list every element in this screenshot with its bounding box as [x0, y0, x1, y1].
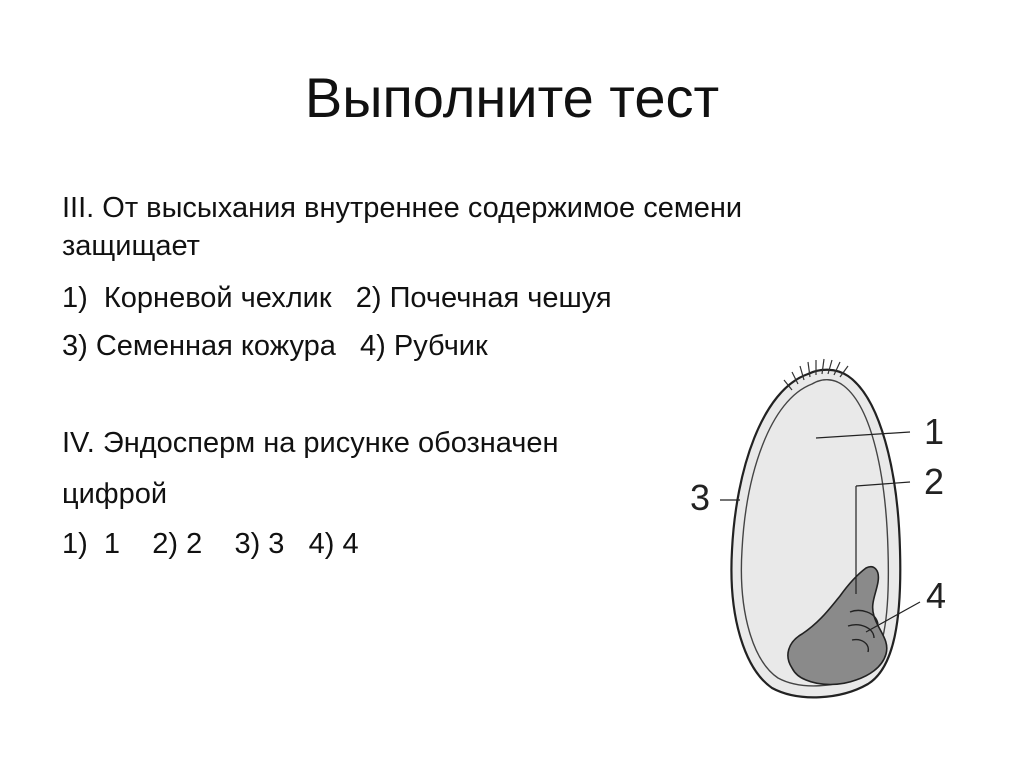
question-3-prompt-line-1: III. От высыхания внутреннее содержимое семени: [62, 192, 743, 224]
label-2: 2: [924, 461, 945, 502]
question-3-options-line-2: 3) Семенная кожура 4) Рубчик: [62, 330, 488, 362]
question-4-prompt-line-2: цифрой: [62, 478, 168, 510]
label-4: 4: [926, 575, 947, 616]
question-3-prompt-line-2: защищает: [62, 230, 200, 262]
seed-diagram: [680, 350, 970, 710]
label-1: 1: [924, 411, 945, 452]
seed-diagram-svg: [680, 350, 970, 710]
label-3: 3: [690, 477, 711, 518]
question-4-prompt-line-1: IV. Эндосперм на рисунке обозначен: [62, 427, 559, 459]
slide-title: Выполните тест: [304, 66, 720, 129]
question-3-options-line-1: 1) Корневой чехлик 2) Почечная чешуя: [62, 282, 612, 314]
question-4-options-line: 1) 1 2) 2 3) 3 4) 4: [62, 528, 359, 560]
